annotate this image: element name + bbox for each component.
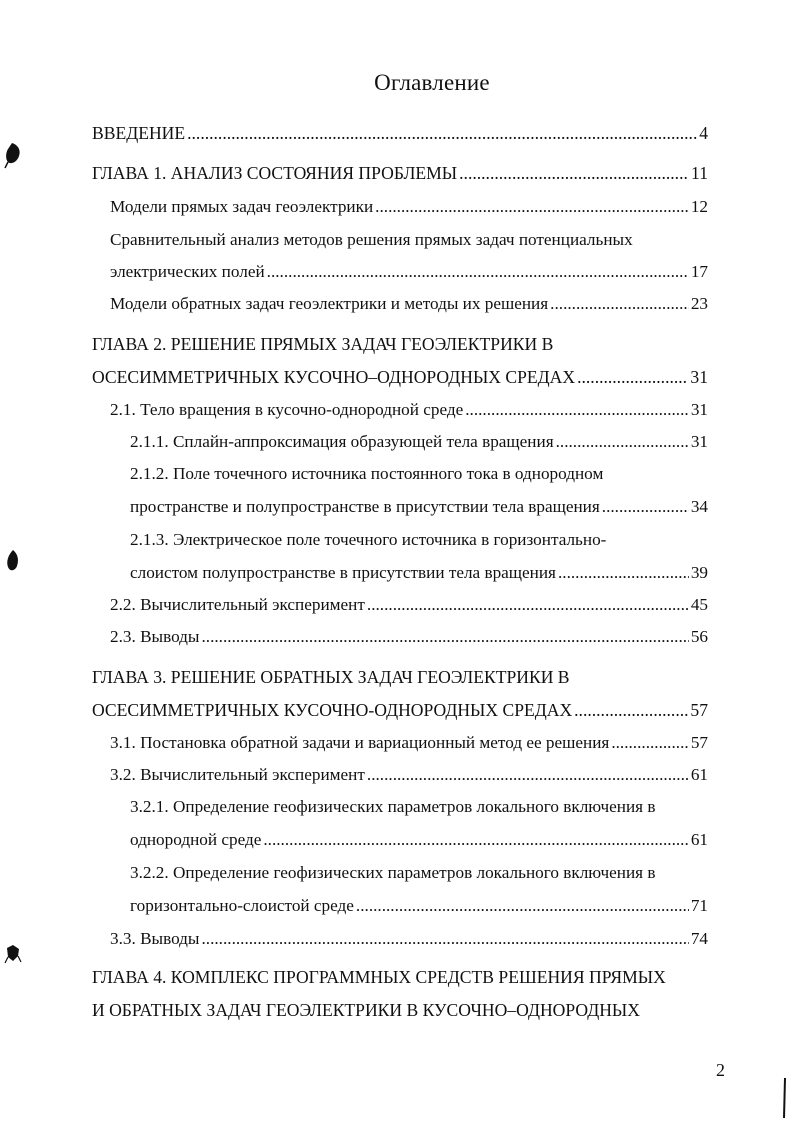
- leader-dots: [602, 496, 689, 518]
- toc-entry-label: электрических полей: [110, 262, 265, 281]
- toc-entry-label: 2.3. Выводы: [110, 627, 200, 646]
- toc-entry-2-1-2[interactable]: [130, 496, 708, 518]
- toc-entry-page: 17: [690, 262, 708, 281]
- toc-entry-page: 34: [690, 497, 708, 516]
- leader-dots: [550, 293, 689, 315]
- scan-blot-icon: [2, 140, 24, 170]
- leader-dots: [263, 829, 688, 851]
- toc-entry-2-2[interactable]: [110, 594, 708, 616]
- leader-dots: [574, 699, 688, 721]
- toc-entry-3-2-1-line1: 3.2.1. Определение геофизических параметров локального включения в: [130, 797, 656, 816]
- toc-entry-2-1-3[interactable]: [130, 562, 708, 584]
- toc-entry-chapter-1[interactable]: [92, 162, 708, 184]
- toc-entry-ch1-section-2-line1: Сравнительный анализ методов решения прямых задач потенциальных: [110, 230, 633, 249]
- toc-entry-2-3[interactable]: [110, 626, 708, 648]
- toc-entry-ch1-section-2[interactable]: [110, 261, 708, 283]
- toc-entry-2-1-1[interactable]: [130, 431, 708, 453]
- toc-entry-label: 2.2. Вычислительный эксперимент: [110, 595, 365, 614]
- toc-entry-page: 11: [691, 163, 708, 183]
- toc-entry-page: 39: [690, 563, 708, 582]
- toc-entry-page: 45: [690, 595, 708, 614]
- toc-entry-label: ОСЕСИММЕТРИЧНЫХ КУСОЧНО-ОДНОРОДНЫХ СРЕДАХ: [92, 700, 573, 720]
- leader-dots: [556, 431, 689, 453]
- toc-entry-2-1-2-line1: 2.1.2. Поле точечного источника постоянного тока в однородном: [130, 464, 604, 483]
- toc-entry-page: 4: [699, 123, 708, 143]
- toc-entry-3-2[interactable]: [110, 764, 708, 786]
- toc-entry-page: 12: [690, 197, 708, 216]
- toc-entry-page: 31: [690, 432, 708, 451]
- toc-entry-page: 74: [690, 929, 708, 948]
- page-number: 2: [716, 1060, 725, 1080]
- leader-dots: [267, 261, 689, 283]
- toc-entry-label: Модели прямых задач геоэлектрики: [110, 197, 374, 216]
- scan-blot-icon: [3, 942, 23, 966]
- toc-entry-label: слоистом полупространстве в присутствии тела вращения: [130, 563, 556, 582]
- toc-entry-page: 23: [690, 294, 708, 313]
- toc-entry-2-1-3-line1: 2.1.3. Электрическое поле точечного источника в горизонтально-: [130, 530, 607, 549]
- toc-entry-page: 57: [690, 700, 708, 720]
- toc-entry-chapter-4-line1: ГЛАВА 4. КОМПЛЕКС ПРОГРАММНЫХ СРЕДСТВ РЕШЕНИЯ ПРЯМЫХ: [92, 967, 666, 987]
- leader-dots: [201, 626, 688, 648]
- toc-entry-ch1-section-3[interactable]: [110, 293, 708, 315]
- leader-dots: [611, 732, 689, 754]
- scan-blot-icon: [4, 548, 22, 574]
- toc-entry-page: 61: [690, 765, 708, 784]
- leader-dots: [558, 562, 689, 584]
- leader-dots: [201, 928, 688, 950]
- toc-entry-label: ВВЕДЕНИЕ: [92, 123, 186, 143]
- toc-entry-3-2-1[interactable]: [130, 829, 708, 851]
- leader-dots: [367, 764, 689, 786]
- toc-entry-label: пространстве и полупространстве в присутствии тела вращения: [130, 497, 600, 516]
- toc-entry-page: 31: [690, 400, 708, 419]
- toc-entry-chapter-2-line1: ГЛАВА 2. РЕШЕНИЕ ПРЯМЫХ ЗАДАЧ ГЕОЭЛЕКТРИКИ В: [92, 334, 554, 354]
- toc-entry-intro[interactable]: [92, 122, 708, 144]
- leader-dots: [356, 895, 689, 917]
- toc-entry-3-1[interactable]: [110, 732, 708, 754]
- toc-entry-label: 2.1. Тело вращения в кусочно-однородной среде: [110, 400, 464, 419]
- scan-edge-mark-icon: [780, 1078, 790, 1118]
- toc-entry-ch1-section-1[interactable]: [110, 196, 708, 218]
- toc-entry-3-3[interactable]: [110, 928, 708, 950]
- toc-entry-label: 3.2. Вычислительный эксперимент: [110, 765, 365, 784]
- toc-entry-label: ОСЕСИММЕТРИЧНЫХ КУСОЧНО–ОДНОРОДНЫХ СРЕДАХ: [92, 367, 576, 387]
- toc-entry-3-2-2[interactable]: [130, 895, 708, 917]
- toc-entry-chapter-2[interactable]: [92, 366, 708, 388]
- toc-entry-label: 3.3. Выводы: [110, 929, 200, 948]
- toc-entry-label: однородной среде: [130, 830, 262, 849]
- leader-dots: [465, 399, 689, 421]
- leader-dots: [375, 196, 689, 218]
- toc-entry-page: 57: [690, 733, 708, 752]
- toc-entry-page: 71: [690, 896, 708, 915]
- toc-entry-label: ГЛАВА 1. АНАЛИЗ СОСТОЯНИЯ ПРОБЛЕМЫ: [92, 163, 458, 183]
- leader-dots: [367, 594, 689, 616]
- leader-dots: [577, 366, 688, 388]
- toc-entry-page: 56: [690, 627, 708, 646]
- toc-entry-page: 31: [690, 367, 708, 387]
- toc-entry-label: Модели обратных задач геоэлектрики и методы их решения: [110, 294, 549, 313]
- leader-dots: [459, 162, 689, 184]
- toc-entry-label: 3.1. Постановка обратной задачи и вариационный метод ее решения: [110, 733, 610, 752]
- toc-entry-chapter-4-line2: И ОБРАТНЫХ ЗАДАЧ ГЕОЭЛЕКТРИКИ В КУСОЧНО–ОДНОРОДНЫХ: [92, 1000, 640, 1020]
- toc-entry-chapter-3-line1: ГЛАВА 3. РЕШЕНИЕ ОБРАТНЫХ ЗАДАЧ ГЕОЭЛЕКТРИКИ В: [92, 667, 570, 687]
- toc-entry-3-2-2-line1: 3.2.2. Определение геофизических параметров локального включения в: [130, 863, 656, 882]
- toc-entry-page: 61: [690, 830, 708, 849]
- toc-entry-label: 2.1.1. Сплайн-аппроксимация образующей тела вращения: [130, 432, 554, 451]
- toc-entry-chapter-3[interactable]: [92, 699, 708, 721]
- leader-dots: [187, 122, 697, 144]
- toc-entry-2-1[interactable]: [110, 399, 708, 421]
- page-title: Оглавление: [374, 70, 490, 95]
- toc-entry-label: горизонтально-слоистой среде: [130, 896, 354, 915]
